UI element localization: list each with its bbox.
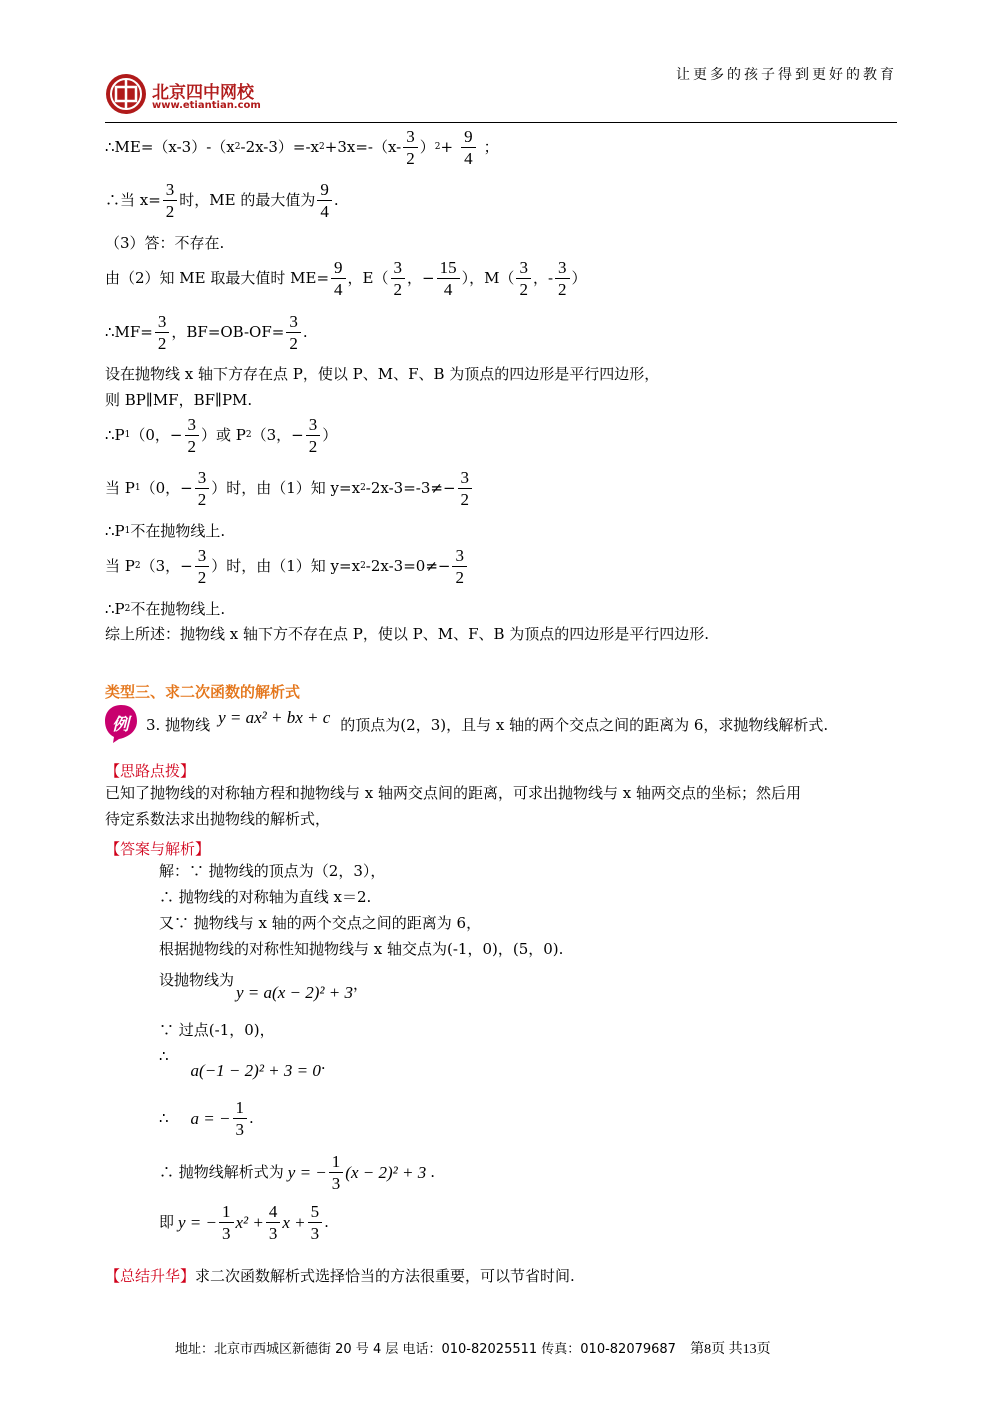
footer-page: 第8页 共13页: [690, 1342, 771, 1357]
solution-line-8: ∴P 1 （0，− $\frac{3}{2}$ ）或 P 2 （3，− $\frac{3}{2}$ ）: [105, 415, 338, 456]
solution-line-7: 则 BP∥MF，BF∥PM.: [105, 391, 253, 409]
answer-step-2: ∴ 抛物线的对称轴为直线 x＝2.: [159, 888, 372, 906]
logo-url: www.etiantian.com: [152, 100, 261, 111]
solution-line-4: 由（2）知 ME 取最大值时 ME= $\frac{9}{4}$ ，E（ $\frac{3}{2}$ ，− $\frac{15}{4}$ ），M（ $\frac{3}{2}$ ，- $\frac{3}{2}$ ）: [105, 258, 587, 299]
solution-line-2: ∴当 x= $\frac{3}{2}$ 时，ME 的最大值为 $\frac{9}{4}$ .: [105, 180, 339, 221]
solution-line-9: 当 P 1 （0，− $\frac{3}{2}$ ）时，由（1）知 y=x 2 -2x-3=-3≠− $\frac{3}{2}$: [105, 469, 474, 508]
fraction: $\frac{9}{4}$: [317, 181, 332, 220]
fraction: $\frac{15}{4}$: [437, 259, 460, 298]
fraction: $\frac{3}{2}$: [403, 128, 418, 167]
fraction: $\frac{3}{2}$: [452, 547, 467, 586]
fraction: $\frac{9}{4}$: [331, 259, 346, 298]
example-question: 3. 抛物线 y = ax² + bx + c 的顶点为(2，3)，且与 x 轴的两个交点之间的距离为 6，求抛物线解析式.: [146, 708, 829, 734]
fraction: $\frac{3}{2}$: [163, 181, 178, 220]
fraction: $\frac{3}{2}$: [195, 469, 210, 508]
footer-address: 地址：北京市西城区新德街 20 号 4 层 电话：010-82025511 传真：010-82079687: [175, 1342, 676, 1357]
header-rule: [105, 122, 897, 123]
summary-text: 求二次函数解析式选择恰当的方法很重要，可以节省时间.: [195, 1267, 575, 1285]
logo-text: 北京四中网校: [152, 83, 254, 103]
fraction: $\frac{3}{2}$: [516, 259, 531, 298]
solution-line-6: 设在抛物线 x 轴下方存在点 P，使以 P、M、F、B 为顶点的四边形是平行四边形，: [105, 365, 660, 383]
fraction: $\frac{1}{3}$: [233, 1099, 248, 1138]
answer-step-10: 即 y = − $\frac{1}{3}$ x² + $\frac{4}{3}$ x + $\frac{5}{3}$ .: [159, 1202, 329, 1243]
fraction: $\frac{3}{2}$: [195, 547, 210, 586]
footer: [175, 1338, 771, 1358]
fraction: $\frac{4}{3}$: [266, 1203, 281, 1242]
example-badge: 例: [103, 703, 137, 737]
logo-emblem-icon: [104, 72, 148, 116]
answer-step-3: 又∵ 抛物线与 x 轴的两个交点之间的距离为 6，: [159, 914, 482, 932]
fraction: $\frac{3}{2}$: [155, 313, 170, 352]
solution-line-12: ∴P 2 不在抛物线上.: [105, 600, 226, 618]
fraction: $\frac{3}{2}$: [555, 259, 570, 298]
fraction: $\frac{1}{3}$: [329, 1153, 344, 1192]
answer-step-5: 设抛物线为 y = a(x − 2)² + 3 ，: [159, 971, 368, 1002]
solution-line-1: ∴ME=（x-3）-（x 2 -2x-3）=-x 2 +3x=-（x- $\frac{3}{2}$ ） 2 + $\frac{9}{4}$ ；: [105, 127, 499, 168]
summary-label: 【总结升华】: [105, 1267, 196, 1285]
answer-label: 【答案与解析】: [105, 840, 211, 858]
solution-line-10: ∴P 1 不在抛物线上.: [105, 522, 226, 540]
answer-step-6: ∵ 过点(-1，0)，: [159, 1021, 275, 1039]
solution-line-3: （3）答：不存在.: [105, 234, 225, 252]
fraction: $\frac{1}{3}$: [219, 1203, 234, 1242]
section-title: 类型三、求二次函数的解析式: [105, 683, 301, 701]
fraction: $\frac{3}{2}$: [391, 259, 406, 298]
fraction: $\frac{3}{2}$: [458, 469, 473, 508]
fraction: $\frac{5}{3}$: [308, 1203, 323, 1242]
answer-step-4: 根据抛物线的对称性知抛物线与 x 轴交点为(-1，0)，(5，0).: [159, 940, 564, 958]
fraction: $\frac{3}{2}$: [286, 313, 301, 352]
answer-step-7: ∴ a(−1 − 2)² + 3 = 0 .: [159, 1047, 326, 1080]
fraction: $\frac{3}{2}$: [185, 416, 200, 455]
hint-label: 【思路点拨】: [105, 762, 196, 780]
fraction: $\frac{9}{4}$: [461, 128, 476, 167]
hint-text-1: 已知了抛物线的对称轴方程和抛物线与 x 轴两交点间的距离，可求出抛物线与 x 轴两交点的坐标；然后用: [105, 784, 801, 802]
header-slogan: 让更多的孩子得到更好的教育: [676, 67, 897, 83]
summary: [105, 1269, 575, 1284]
answer-step-8: ∴ a = − $\frac{1}{3}$ .: [159, 1098, 254, 1139]
answer-step-9: ∴ 抛物线解析式为 y = − $\frac{1}{3}$ (x − 2)² + 3 .: [159, 1152, 435, 1193]
hint-text-2: 待定系数法求出抛物线的解析式，: [105, 810, 331, 828]
solution-line-11: 当 P 2 （3，− $\frac{3}{2}$ ）时，由（1）知 y=x 2 -2x-3=0≠− $\frac{3}{2}$: [105, 547, 469, 586]
solution-line-13: 综上所述：抛物线 x 轴下方不存在点 P，使以 P、M、F、B 为顶点的四边形是平行四边形.: [105, 625, 710, 643]
solution-line-5: ∴MF= $\frac{3}{2}$ ，BF=OB-OF= $\frac{3}{2}$ .: [105, 312, 308, 353]
answer-step-1: 解：∵ 抛物线的顶点为（2，3），: [159, 862, 386, 880]
fraction: $\frac{3}{2}$: [306, 416, 321, 455]
